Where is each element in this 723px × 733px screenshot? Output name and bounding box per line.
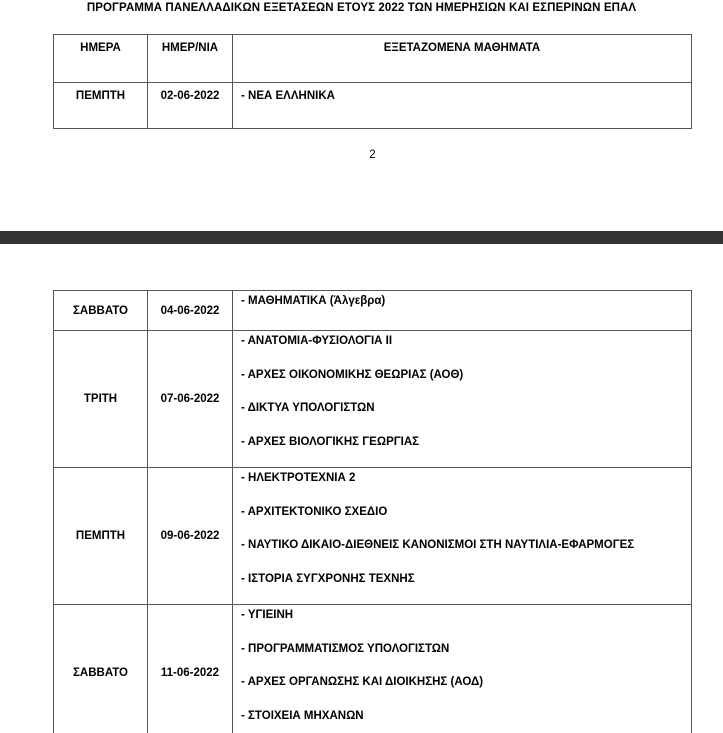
table-row [54,291,692,331]
row-day: ΣΑΒΒΑΤΟ [54,291,148,331]
table-row [54,468,692,605]
subject-item: - ΥΓΙΕΙΝΗ [241,609,294,621]
subject-item: - ΑΡΧΕΣ ΒΙΟΛΟΓΙΚΗΣ ΓΕΩΡΓΙΑΣ [241,435,420,448]
row-date: 09-06-2022 [148,468,233,605]
subject-item: - ΑΡΧΕΣ ΟΡΓΑΝΩΣΗΣ ΚΑΙ ΔΙΟΙΚΗΣΗΣ (ΑΟΔ) [241,676,484,688]
subject-item: - ΑΡΧΙΤΕΚΤΟΝΙΚΟ ΣΧΕΔΙΟ [241,505,388,518]
subject-item: - ΠΡΟΓΡΑΜΜΑΤΙΣΜΟΣ ΥΠΟΛΟΓΙΣΤΩΝ [241,642,450,655]
row-day: ΣΑΒΒΑΤΟ [54,605,148,733]
subject-item: - ΙΣΤΟΡΙΑ ΣΥΓΧΡΟΝΗΣ ΤΕΧΝΗΣ [241,572,415,585]
page-number: 2 [369,149,376,161]
row-day: ΠΕΜΠΤΗ [54,468,148,605]
table-header-row [54,35,692,83]
row-subject-list [233,468,692,605]
row-date: 02-06-2022 [148,83,233,129]
row-date: 11-06-2022 [148,605,233,733]
subject-item: - ΑΝΑΤΟΜΙΑ-ΦΥΣΙΟΛΟΓΙΑ ΙΙ [241,335,393,347]
schedule-table-page-1 [53,34,692,129]
row-subject-list [233,605,692,733]
header-subjects: ΕΞΕΤΑΖΟΜΕΝΑ ΜΑΘΗΜΑΤΑ [233,35,692,83]
subject-item: - ΝΑΥΤΙΚΟ ΔΙΚΑΙΟ-ΔΙΕΘΝΕΙΣ ΚΑΝΟΝΙΣΜΟΙ ΣΤΗ ΝΑΥΤΙΛΙΑ-ΕΦΑΡΜΟΓΕΣ [241,539,635,551]
row-day: ΠΕΜΠΤΗ [54,83,148,129]
row-subject: - ΜΑΘΗΜΑΤΙΚΑ (Άλγεβρα) [233,291,692,331]
subject-item: - ΔΙΚΤΥΑ ΥΠΟΛΟΓΙΣΤΩΝ [241,402,375,414]
header-day: ΗΜΕΡΑ [54,35,148,83]
row-subject-list [233,331,692,468]
subject-item: - ΣΤΟΙΧΕΙΑ ΜΗΧΑΝΩΝ [241,709,364,722]
row-subject: - ΝΕΑ ΕΛΛΗΝΙΚΑ [233,83,692,129]
row-date: 07-06-2022 [148,331,233,468]
table-row [54,605,692,733]
schedule-table-page-2 [53,290,692,733]
header-date: ΗΜΕΡ/ΝΙΑ [148,35,233,83]
subject-item: - ΑΡΧΕΣ ΟΙΚΟΝΟΜΙΚΗΣ ΘΕΩΡΙΑΣ (ΑΟΘ) [241,368,464,381]
subject-item: - ΗΛΕΚΤΡΟΤΕΧΝΙΑ 2 [241,472,356,484]
row-day: ΤΡΙΤΗ [54,331,148,468]
table-row [54,83,692,129]
page-separator [0,231,723,244]
document-title: ΠΡΟΓΡΑΜΜΑ ΠΑΝΕΛΛΑΔΙΚΩΝ ΕΞΕΤΑΣΕΩΝ ΕΤΟΥΣ 2022 ΤΩΝ ΗΜΕΡΗΣΙΩΝ ΚΑΙ ΕΣΠΕΡΙΝΩΝ ΕΠΑΛ [86,2,637,14]
row-date: 04-06-2022 [148,291,233,331]
table-row [54,331,692,468]
